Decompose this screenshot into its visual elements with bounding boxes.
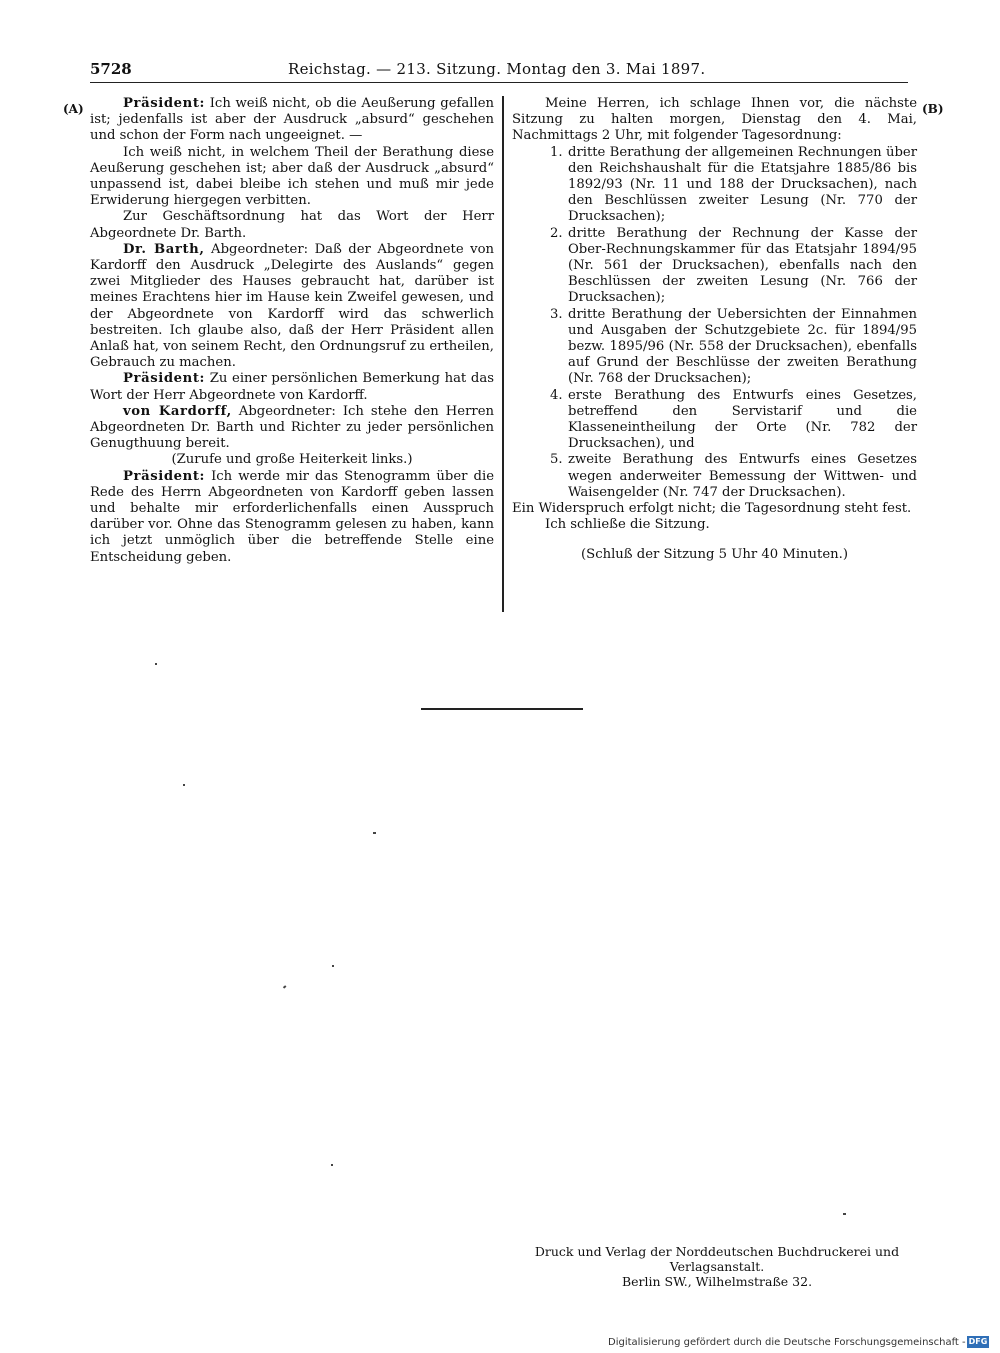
imprint-line: Berlin SW., Wilhelmstraße 32. [621,1274,813,1289]
agenda-item [512,145,917,226]
paragraph: Zur Geschäftsordnung hat das Wort der Herr Abgeordnete Dr. Barth. [90,209,494,241]
scan-speck [283,985,286,988]
speech-text: Abgeordneter: Ich stehe den Herren Abgeordneten Dr. Barth und Richter zu jeder persönlichen Genugthuung bereit. [90,403,494,452]
speech-text: Ich weiß nicht, ob die Aeußerung gefallen ist; jedenfalls ist aber der Ausdruck „absurd“ geschehen und schon der Form nach ungeeignet. — [90,96,494,144]
paragraph: Ich weiß nicht, in welchem Theil der Berathung diese Aeußerung geschehen ist; aber daß der Ausdruck „absurd“ unpassend ist, dabei bleibe ich stehen und muß mir jede Erwiderung hiergegen verbitten. [90,144,494,209]
imprint-line: Druck und Verlag der Norddeutschen Buchdruckerei und Verlagsanstalt. [534,1244,900,1274]
agenda-item [512,388,917,453]
paragraph [90,404,494,453]
paragraph [90,242,494,372]
speech-text: Ich werde mir das Stenogramm über die Rede des Herrn Abgeordneten von Kardorff geben lassen und behalte mir erforderlichenfalls einen Ausspruch darüber vor. Ohne das Stenogramm gelesen zu haben, kann ich jetzt unmöglich über die betreffende Stelle eine Entscheidung geben. [90,468,494,565]
agenda-item-text: dritte Berathung der allgemeinen Rechnungen über den Reichshaushalt für die Etatsjahre 1885/86 bis 1892/93 (Nr. 11 und 188 der Drucksachen), nach den Beschlüssen zweiter Lesung (Nr. 770 der Drucksachen); [568,144,917,225]
margin-marker-b: (B) [922,102,944,116]
objection-line: Ein Widerspruch erfolgt nicht; die Tagesordnung steht fest. [512,501,912,517]
scan-speck [183,784,185,786]
running-head: Reichstag. — 213. Sitzung. Montag den 3. Mai 1897. [288,60,706,78]
digitization-credit: Digitalisierung gefördert durch die Deutsche Forschungsgemeinschaft - [608,1337,966,1348]
column-divider [502,96,504,612]
speech-text: Abgeordneter: Daß der Abgeordnete von Kardorff den Ausdruck „Delegirte des Auslands“ gegen zwei Mitglieder des Hauses gebraucht hat, darüber ist meines Erachtens hier im Hause kein Zweifel gewesen, und der Abgeordnete von Kardorff wird das schwerlich bestreiten. Ich glaube also, daß der Herr Präsident allen Anlaß hat, von seinem Recht, den Ordnungsruf zu ertheilen, Gebrauch zu machen. [90,241,495,371]
speaker-name: Präsident: [123,371,206,387]
agenda-item-number: 3. [550,306,563,322]
paragraph [90,371,494,403]
agenda-item-text: erste Berathung des Entwurfs eines Gesetzes, betreffend den Servistarif und die Klasseneintheilung der Orte (Nr. 782 der Drucksachen), und [568,387,917,452]
section-separator [421,708,583,710]
scan-speck [373,832,376,834]
scan-speck [843,1213,846,1215]
agenda-item-text: dritte Berathung der Uebersichten der Einnahmen und Ausgaben der Schutzgebiete 2c. für 1894/95 bezw. 1895/96 (Nr. 558 der Drucksachen), ebenfalls auf Grund der Beschlüsse der zweiten Berathung (Nr. 768 der Drucksachen); [568,306,917,387]
dfg-logo: DFG [968,1337,988,1346]
agenda-item [512,307,917,388]
paragraph [90,469,494,566]
speech-text: Zu einer persönlichen Bemerkung hat das Wort der Herr Abgeordnete von Kardorff. [90,371,494,403]
closing-note: (Schluß der Sitzung 5 Uhr 40 Minuten.) [581,547,848,563]
left-column [90,96,494,566]
agenda-item [512,226,917,307]
page-number: 5728 [90,60,132,78]
speaker-name: Präsident: [123,96,206,111]
closing-line: Ich schließe die Sitzung. [545,517,710,533]
agenda-item-number: 4. [550,387,563,403]
agenda-item-number: 5. [550,452,563,468]
margin-marker-a: (A) [63,102,84,116]
agenda-item-number: 1. [550,144,563,160]
scan-speck [332,965,334,967]
printer-imprint [512,1244,922,1289]
speaker-name: Präsident: [123,468,206,484]
agenda-item-number: 2. [550,225,563,241]
scan-speck [155,663,157,665]
right-column [512,96,917,564]
page-header [90,60,910,82]
scan-speck [331,1164,333,1166]
speaker-name: Dr. Barth, [123,241,205,257]
speaker-name: von Kardorff, [123,403,232,419]
agenda-list [512,145,917,501]
agenda-item-text: dritte Berathung der Rechnung der Kasse der Ober-Rechnungskammer für das Etatsjahr 1894/95 (Nr. 561 der Drucksachen), ebenfalls nach den Beschlüssen der zweiten Lesung (Nr. 766 der Drucksachen); [568,225,917,306]
header-rule [90,82,908,83]
agenda-item [512,452,917,501]
stage-direction: (Zurufe und große Heiterkeit links.) [171,452,413,468]
paragraph [90,96,494,145]
agenda-item-text: zweite Berathung des Entwurfs eines Gesetzes wegen anderweiter Bemessung der Wittwen- und Waisengelder (Nr. 747 der Drucksachen). [568,452,917,500]
agenda-intro: Meine Herren, ich schlage Ihnen vor, die nächste Sitzung zu halten morgen, Dienstag den 4. Mai, Nachmittags 2 Uhr, mit folgender Tagesordnung: [512,96,917,144]
